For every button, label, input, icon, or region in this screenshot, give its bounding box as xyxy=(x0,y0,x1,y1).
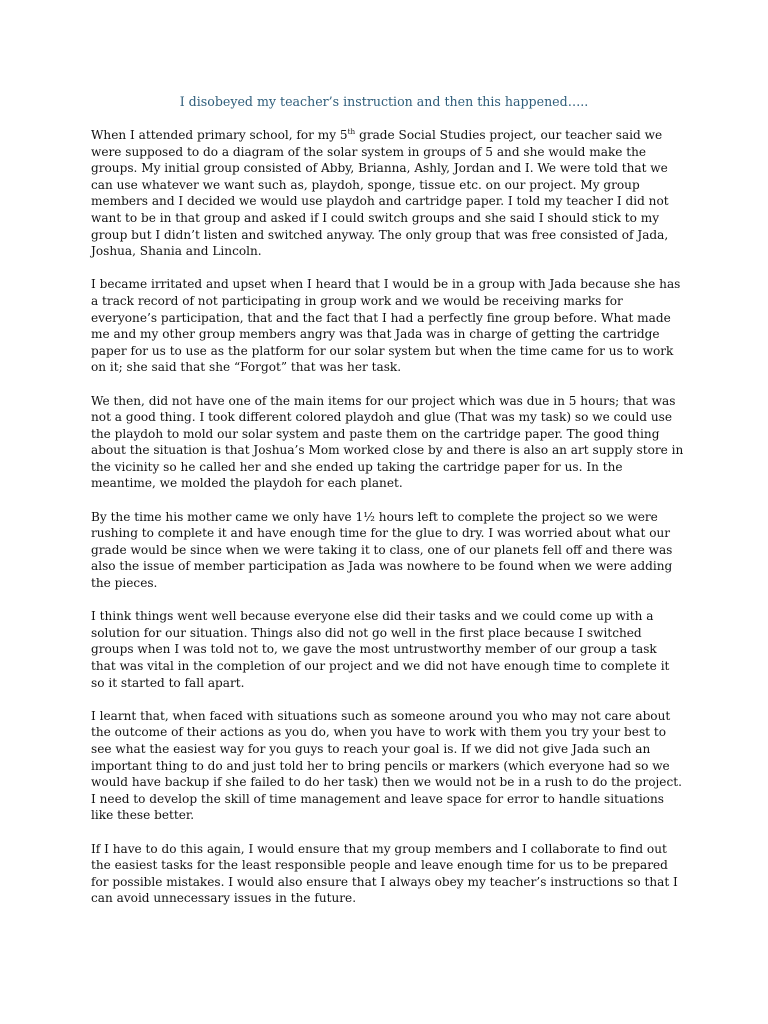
document-body xyxy=(91,127,685,924)
ordinal-superscript: th xyxy=(347,126,356,136)
paragraph-1-text-start: When I attended primary school, for my 5 xyxy=(91,128,348,142)
paragraph-5: I think things went well because everyone else did their tasks and we could come up with a solution for our situation. Things also did not go well in the first place because I switched groups when I was told not to, we gave the most untrustworthy member of our group a task that was vital in the completion of our project and we did not have enough time to complete it so it started to fall apart. xyxy=(91,609,670,690)
paragraph-2: I became irritated and upset when I heard that I would be in a group with Jada because she has a track record of not participating in group work and we would be receiving marks for everyone’s participation, that and the fact that I had a perfectly fine group before. What made me and my other group members angry was that Jada was in charge of getting the cartridge paper for us to use as the platform for our solar system but when the time came for us to work on it; she said that she “Forgot” that was her task. xyxy=(91,277,681,375)
paragraph-7: If I have to do this again, I would ensure that my group members and I collaborate to find out the easiest tasks for the least responsible people and leave enough time for us to be prepared for possible mistakes. I would also ensure that I always obey my teacher’s instructions so that I can avoid unnecessary issues in the future. xyxy=(91,841,678,906)
paragraph-4: By the time his mother came we only have 1½ hours left to complete the project so we were rushing to complete it and have enough time for the glue to dry. I was worried about what our grade would be since when we were taking it to class, one of our planets fell off and there was also the issue of member participation as Jada was nowhere to be found when we were adding the pieces. xyxy=(91,509,673,591)
paragraph-3: We then, did not have one of the main items for our project which was due in 5 hours; that was not a good thing. I took different colored playdoh and glue (That was my task) so we could use the playdoh to mold our solar system and paste them on the cartridge paper. The good thing about the situation is that Joshua’s Mom worked close by and there is also an art supply store in the vicinity so he called her and she ended up taking the cartridge paper for us. In the meantime, we molded the playdoh for each planet. xyxy=(91,393,684,491)
paragraph-6: I learnt that, when faced with situations such as someone around you who may not care about the outcome of their actions as you do, when you have to work with them you try your best to see what the easiest way for you guys to reach your goal is. If we did not give Jada such an important thing to do and just told her to bring pencils or markers (which everyone had so we would have backup if she failed to do her task) then we would not be in a rush to do the project. I need to develop the skill of time management and leave space for error to handle situations like these better. xyxy=(91,708,682,823)
document-title: I disobeyed my teacher’s instruction and then this happened….. xyxy=(179,94,589,109)
paragraph-1-text-rest: grade Social Studies project, our teacher said we were supposed to do a diagram of the solar system in groups of 5 and she would make the groups. My initial group consisted of Abby, Brianna, Ashly, Jordan and I. We were told that we can use whatever we want such as, playdoh, sponge, tissue etc. on our project. My group members and I decided we would use playdoh and cartridge paper. I told my teacher I did not want to be in that group and asked if I could switch groups and she said I should stick to my group but I didn’t listen and switched anyway. The only group that was free consisted of Jada, Joshua, Shania and Lincoln. xyxy=(91,128,669,259)
paragraph-1 xyxy=(91,127,685,260)
